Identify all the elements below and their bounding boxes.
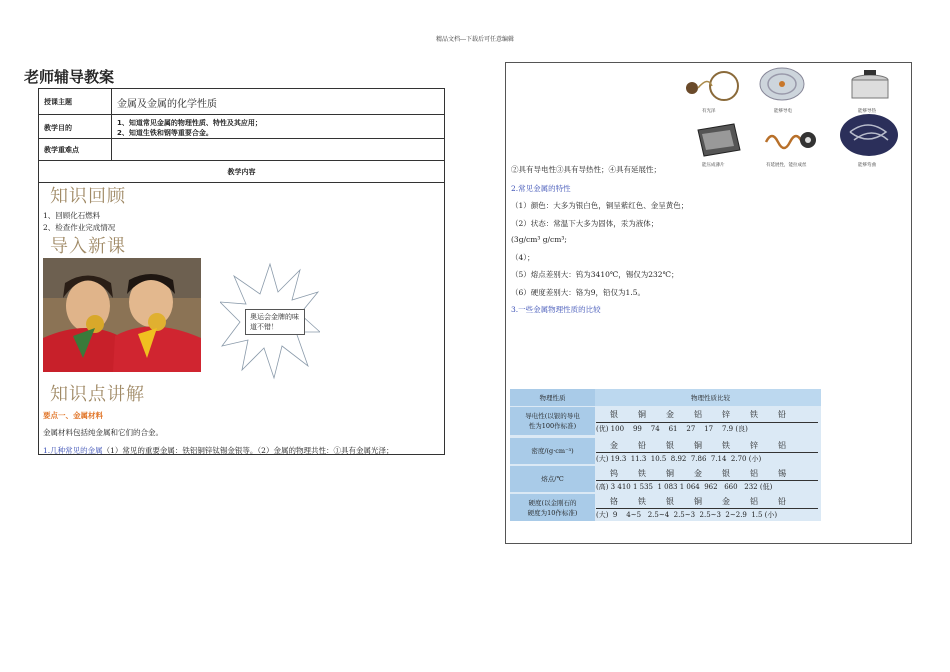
- table-row: [510, 494, 821, 521]
- objective-lines: [117, 118, 262, 138]
- common-metals-text: （1）常见的重要金属：铁铝铜锌钛锡金银等。（2）金属的物理共性：①具有金属光泽；: [102, 446, 394, 455]
- metal-names: 钨 铁 铜 金 银 铝 锡: [610, 469, 786, 478]
- header-right: 物理性质比较: [691, 394, 730, 402]
- topic-value: 金属及金属的化学性质: [117, 99, 217, 110]
- divider: [506, 62, 676, 63]
- content-header: 教学内容: [39, 161, 444, 183]
- caption-conduct-electricity: 能够导电: [774, 109, 792, 114]
- property-1: （1）颜色：大多为银白色，铜呈紫红色、金呈黄色；: [511, 201, 689, 210]
- table-row: [510, 407, 821, 435]
- metal-names: 铬 铁 银 铜 金 铝 铅: [610, 497, 786, 506]
- comparison-title: 3.一些金属物理性质的比较: [511, 305, 601, 314]
- point-description: 金属材料包括纯金属和它们的合金。: [43, 428, 163, 437]
- property-6: （6）硬度差别大：铬为9，铅仅为1.5。: [511, 288, 645, 297]
- metal-comparison-table: [510, 389, 821, 521]
- objective-line-1: 1、知道常见金属的物理性质、特性及其应用；: [117, 119, 262, 127]
- speech-bubble-text: 奥运会金牌的味道不错！: [245, 309, 305, 335]
- shiny-metal-image: [678, 66, 744, 106]
- point-title: 要点一、金属材料: [43, 411, 103, 420]
- conductive-cable-image: [754, 64, 810, 104]
- caption-ductile: 有延展性，能拉成丝: [766, 163, 807, 168]
- objective-line-2: 2、知道生铁和钢等重要合金。: [117, 129, 213, 137]
- row-values: (高) 3 410 1 535 1 083 1 064 962 660 232 (低): [596, 483, 773, 491]
- pressure-cooker-image: [842, 64, 898, 104]
- row-label-density: 密度/(g·cm⁻³): [510, 438, 595, 464]
- property-3: (3g/cm³ g/cm³;: [511, 235, 567, 244]
- table-row-objective: [39, 115, 444, 139]
- header-note: 精品文档---下载后可任意编辑: [435, 36, 515, 43]
- common-metals-title: 1.几种常见的金属: [43, 446, 103, 455]
- page-title: 老师辅导教案: [24, 68, 115, 86]
- common-metals-line: [43, 445, 393, 456]
- properties-continued: ②具有导电性③具有导热性；④具有延展性；: [511, 165, 661, 174]
- intro-heading: 导入新课: [50, 236, 126, 257]
- caption-foil: 能压成薄片: [702, 163, 725, 168]
- table-row: [510, 438, 821, 464]
- metal-names: 金 铅 银 铜 铁 锌 铝: [610, 441, 786, 450]
- review-heading: 知识回顾: [50, 186, 126, 207]
- arrow: [596, 508, 818, 509]
- table-row-topic: [39, 89, 444, 115]
- row-values: (优) 100 99 74 61 27 17 7.9 (良): [596, 425, 748, 433]
- row-label-conductivity: 导电性(以银的导电 性为100作标准): [510, 407, 595, 435]
- table-row-keypoints: [39, 139, 444, 161]
- property-2: （2）状态：常温下大多为固体，汞为液体；: [511, 219, 659, 228]
- property-5: （5）熔点差别大：钨为3410℃，锡仅为232℃；: [511, 270, 679, 279]
- objective-label: 教学目的: [39, 115, 112, 138]
- row-label-hardness: 硬度(以金刚石的 硬度为10作标准): [510, 494, 595, 521]
- caption-bendable: 能够弯曲: [858, 163, 876, 168]
- arrow: [596, 422, 818, 423]
- paper-clips-image: [838, 112, 900, 158]
- table-row: [510, 466, 821, 492]
- lecture-heading: 知识点讲解: [50, 384, 145, 405]
- review-item-2: 2、检查作业完成情况: [43, 223, 116, 232]
- metal-foil-image: [694, 120, 744, 160]
- property-4: （4）；: [511, 253, 535, 262]
- table-header-row: [510, 389, 821, 406]
- properties-title: 2.常见金属的特性: [511, 184, 571, 193]
- header-left: 物理性质: [510, 389, 595, 406]
- metal-properties-images: [676, 62, 912, 172]
- arrow: [596, 480, 818, 481]
- gold-medal-photo: [43, 258, 201, 372]
- topic-label: 授课主题: [39, 89, 112, 114]
- copper-wire-image: [762, 122, 818, 158]
- row-values: (大) 19.3 11.3 10.5 8.92 7.86 7.14 2.70 (小): [596, 455, 762, 463]
- caption-luster: 有光泽: [702, 109, 716, 114]
- review-item-1: 1、回顾化石燃料: [43, 211, 101, 220]
- metal-names: 银 铜 金 铝 锌 铁 铅: [610, 410, 786, 419]
- row-label-melting-point: 熔点/℃: [510, 466, 595, 492]
- arrow: [596, 452, 818, 453]
- row-values: (大) 9 4~5 2.5~4 2.5~3 2.5~3 2~2.9 1.5 (小): [596, 511, 778, 519]
- caption-conduct-heat: 能够导热: [858, 109, 876, 114]
- keypoints-label: 教学重难点: [39, 139, 112, 160]
